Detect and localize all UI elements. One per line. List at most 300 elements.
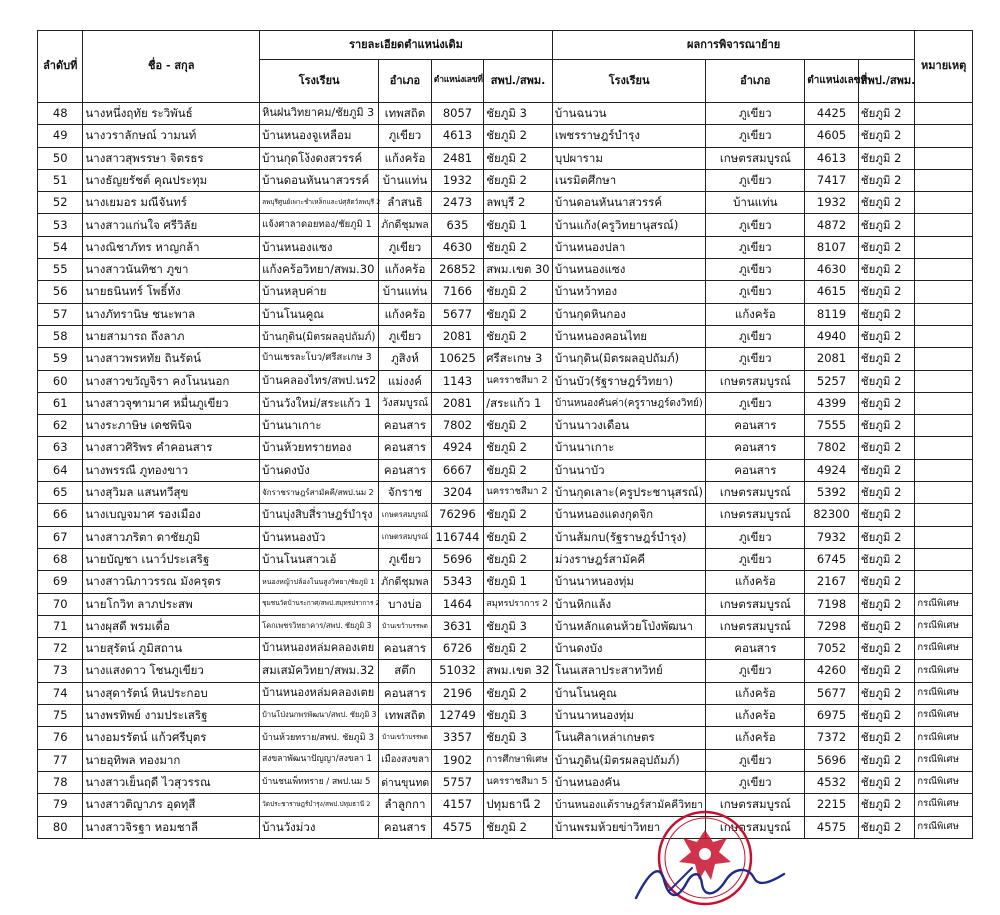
cell-new-area: ชัยภูมิ 2 (858, 794, 915, 816)
cell-new-amphoe: เกษตรสมบูรณ์ (706, 593, 805, 615)
cell-name: นางสาวภริตา ดาชัยภูมิ (83, 526, 260, 548)
cell-remark: กรณีพิเศษ (915, 794, 973, 816)
cell-new-position-no: 5696 (805, 749, 859, 771)
cell-new-area: ชัยภูมิ 2 (858, 214, 915, 236)
cell-no: 56 (38, 281, 83, 303)
cell-new-amphoe: ภูเขียว (706, 548, 805, 570)
cell-new-school: บ้านกุดเลาะ(ครูประชานุสรณ์) (552, 482, 705, 504)
cell-new-school: บ้านกุดหินกอง (552, 303, 705, 325)
header-new-school: โรงเรียน (552, 60, 705, 103)
cell-original-school: บ้านวังม่วง (260, 816, 379, 838)
table-row (38, 816, 973, 838)
table-row (38, 236, 973, 258)
cell-original-area: ชัยภูมิ 2 (484, 526, 553, 548)
cell-name: นางเบญจมาศ รองเมือง (83, 504, 260, 526)
cell-original-area: ชัยภูมิ 2 (484, 437, 553, 459)
cell-new-school: บ้านหนองแต้ราษฎร์สามัคคีวิทยา (552, 794, 705, 816)
cell-new-school: บ้านภูดิน(มิตรผลอุปถัมภ์) (552, 749, 705, 771)
cell-original-school: แก้งคร้อวิทยา/สพม.30 (260, 259, 379, 281)
cell-remark (915, 169, 973, 191)
cell-new-school: บ้านโนนคูณ (552, 682, 705, 704)
cell-new-position-no: 8107 (805, 236, 859, 258)
cell-no: 68 (38, 548, 83, 570)
header-original-group: รายละเอียดตำแหน่งเดิม (260, 31, 553, 60)
header-original-position-no: ตำแหน่งเลขที่ (431, 60, 484, 103)
table-row (38, 147, 973, 169)
cell-new-position-no: 5257 (805, 370, 859, 392)
cell-new-amphoe: ภูเขียว (706, 749, 805, 771)
table-row (38, 771, 973, 793)
cell-new-area: ชัยภูมิ 2 (858, 259, 915, 281)
cell-new-position-no: 7932 (805, 526, 859, 548)
table-row (38, 259, 973, 281)
cell-original-position-no: 26852 (431, 259, 484, 281)
cell-original-position-no: 8057 (431, 103, 484, 125)
cell-new-amphoe: เกษตรสมบูรณ์ (706, 147, 805, 169)
cell-new-amphoe: แก้งคร้อ (706, 727, 805, 749)
cell-no: 76 (38, 727, 83, 749)
cell-new-position-no: 6745 (805, 548, 859, 570)
cell-new-area: ชัยภูมิ 2 (858, 437, 915, 459)
cell-new-area: ชัยภูมิ 2 (858, 615, 915, 637)
cell-original-area: สพม.เขต 32 (484, 660, 553, 682)
cell-name: นางวราลักษณ์ วามนท์ (83, 125, 260, 147)
cell-name: นายธนินทร์ โพธิ์ทัง (83, 281, 260, 303)
cell-new-school: บ้านฉนวน (552, 103, 705, 125)
cell-remark (915, 236, 973, 258)
cell-new-position-no: 4940 (805, 325, 859, 347)
cell-new-area: ชัยภูมิ 2 (858, 638, 915, 660)
cell-remark: กรณีพิเศษ (915, 660, 973, 682)
cell-new-area: ชัยภูมิ 2 (858, 348, 915, 370)
cell-original-area: ปทุมธานี 2 (484, 794, 553, 816)
cell-new-school: บ้านแก้ง(ครูวิทยานุสรณ์) (552, 214, 705, 236)
cell-name: นางสาวสุพรรษา จิตรธร (83, 147, 260, 169)
cell-new-amphoe: ภูเขียว (706, 348, 805, 370)
cell-new-area: ชัยภูมิ 2 (858, 370, 915, 392)
cell-original-position-no: 5757 (431, 771, 484, 793)
cell-original-position-no: 4924 (431, 437, 484, 459)
cell-no: 61 (38, 392, 83, 414)
cell-original-position-no: 5696 (431, 548, 484, 570)
cell-new-school: บ้านหนองปลา (552, 236, 705, 258)
cell-original-position-no: 3357 (431, 727, 484, 749)
cell-original-school: บ้านหนองแซง (260, 236, 379, 258)
cell-name: นางสาวพรหทัย ถินรัตน์ (83, 348, 260, 370)
cell-original-school: บ้านกุดิน(มิตรผลอุปถัมภ์) (260, 325, 379, 347)
cell-no: 48 (38, 103, 83, 125)
table-row (38, 548, 973, 570)
cell-new-area: ชัยภูมิ 2 (858, 816, 915, 838)
cell-new-amphoe: ภูเขียว (706, 103, 805, 125)
table-row (38, 749, 973, 771)
cell-original-amphoe: แก้งคร้อ (379, 147, 432, 169)
cell-no: 80 (38, 816, 83, 838)
cell-new-school: เนรมิตศึกษา (552, 169, 705, 191)
cell-new-school: บุปผาราม (552, 147, 705, 169)
cell-remark (915, 370, 973, 392)
cell-no: 77 (38, 749, 83, 771)
cell-original-position-no: 2473 (431, 192, 484, 214)
cell-new-amphoe: บ้านแท่น (706, 192, 805, 214)
cell-new-amphoe: ภูเขียว (706, 281, 805, 303)
cell-original-area: สพม.เขต 30 (484, 259, 553, 281)
cell-new-amphoe: ภูเขียว (706, 125, 805, 147)
cell-new-school: บ้านหนองคันค่า(ครูราษฎร์ดงวิทย์) (552, 392, 705, 414)
cell-no: 54 (38, 236, 83, 258)
table-row (38, 660, 973, 682)
cell-new-amphoe: ภูเขียว (706, 526, 805, 548)
cell-original-school: บ้านห้วยทราย/สพป. ชัยภูมิ 3 (260, 727, 379, 749)
table-row (38, 325, 973, 347)
cell-name: นายอุทิพล ทองมาก (83, 749, 260, 771)
cell-original-area: นครราชสีมา 5 (484, 771, 553, 793)
cell-original-position-no: 116744 (431, 526, 484, 548)
cell-remark: กรณีพิเศษ (915, 615, 973, 637)
cell-original-amphoe: เทพสถิต (379, 103, 432, 125)
header-new-position-no: ตำแหน่งเลขที่ (805, 60, 859, 103)
cell-original-area: ชัยภูมิ 1 (484, 214, 553, 236)
cell-original-amphoe: ภูเขียว (379, 125, 432, 147)
cell-new-position-no: 5392 (805, 482, 859, 504)
cell-new-area: ชัยภูมิ 2 (858, 482, 915, 504)
cell-remark (915, 348, 973, 370)
cell-new-school: บ้านหว้าทอง (552, 281, 705, 303)
cell-original-amphoe: เมืองสงขลา (379, 749, 432, 771)
cell-original-position-no: 1143 (431, 370, 484, 392)
cell-new-area: ชัยภูมิ 2 (858, 281, 915, 303)
cell-name: นางอมรรัตน์ แก้วศรีบุตร (83, 727, 260, 749)
cell-new-school: บ้านนาบัว (552, 459, 705, 481)
handwritten-signature (630, 850, 790, 910)
table-row (38, 303, 973, 325)
cell-no: 59 (38, 348, 83, 370)
cell-no: 63 (38, 437, 83, 459)
table-row (38, 169, 973, 191)
cell-original-area: ชัยภูมิ 2 (484, 415, 553, 437)
cell-new-amphoe: เกษตรสมบูรณ์ (706, 504, 805, 526)
cell-name: นางระภาษิษ เดชพินิจ (83, 415, 260, 437)
cell-original-position-no: 1902 (431, 749, 484, 771)
cell-original-position-no: 3204 (431, 482, 484, 504)
cell-no: 49 (38, 125, 83, 147)
cell-no: 66 (38, 504, 83, 526)
cell-original-position-no: 4630 (431, 236, 484, 258)
cell-original-area: ชัยภูมิ 2 (484, 504, 553, 526)
cell-original-position-no: 7802 (431, 415, 484, 437)
cell-original-amphoe: จักราช (379, 482, 432, 504)
cell-name: นางเยมอร มณีจันทร์ (83, 192, 260, 214)
table-row (38, 348, 973, 370)
cell-new-position-no: 4605 (805, 125, 859, 147)
cell-original-school: บ้านชนเพ็ททราย / สพป.นม 5 (260, 771, 379, 793)
cell-original-amphoe: คอนสาร (379, 816, 432, 838)
cell-new-area: ชัยภูมิ 2 (858, 325, 915, 347)
cell-new-school: บ้านหนองคัน (552, 771, 705, 793)
cell-new-area: ชัยภูมิ 2 (858, 705, 915, 727)
cell-original-area: ศรีสะเกษ 3 (484, 348, 553, 370)
cell-new-amphoe: คอนสาร (706, 459, 805, 481)
cell-original-amphoe: ด่านขุนทด (379, 771, 432, 793)
cell-name: นางสุดารัตน์ หินประกอบ (83, 682, 260, 704)
cell-original-area: ชัยภูมิ 1 (484, 571, 553, 593)
cell-name: นางผุสดี พรมเดื่อ (83, 615, 260, 637)
cell-original-position-no: 4157 (431, 794, 484, 816)
cell-original-school: บ้านนาเกาะ (260, 415, 379, 437)
cell-original-school: วัดประชาราษฎร์บำรุง/สพป.ปทุมธานี 2 (260, 794, 379, 816)
cell-original-area: ชัยภูมิ 2 (484, 169, 553, 191)
cell-no: 57 (38, 303, 83, 325)
cell-no: 62 (38, 415, 83, 437)
cell-remark: กรณีพิเศษ (915, 749, 973, 771)
cell-new-school: โนนศิลาเหล่าเกษตร (552, 727, 705, 749)
cell-original-school: บ้านโนนคูณ (260, 303, 379, 325)
cell-new-amphoe: คอนสาร (706, 415, 805, 437)
cell-original-amphoe: คอนสาร (379, 437, 432, 459)
cell-name: นายสุรัตน์ ภูมิสถาน (83, 638, 260, 660)
cell-no: 64 (38, 459, 83, 481)
cell-new-amphoe: แก้งคร้อ (706, 303, 805, 325)
cell-no: 73 (38, 660, 83, 682)
cell-new-amphoe: เกษตรสมบูรณ์ (706, 794, 805, 816)
cell-original-position-no: 2196 (431, 682, 484, 704)
cell-new-area: ชัยภูมิ 2 (858, 147, 915, 169)
header-original-area: สพป./สพม. (484, 60, 553, 103)
cell-name: นางสาวจุฑามาศ หมื่นภูเขียว (83, 392, 260, 414)
cell-name: นางสุวิมล แสนทวีสุข (83, 482, 260, 504)
cell-new-position-no: 1932 (805, 192, 859, 214)
table-row (38, 571, 973, 593)
cell-new-school: บ้านกุดิน(มิตรผลอุปถัมภ์) (552, 348, 705, 370)
cell-new-school: บ้านนาหนองทุ่ม (552, 705, 705, 727)
cell-new-position-no: 7802 (805, 437, 859, 459)
cell-original-position-no: 5677 (431, 303, 484, 325)
cell-original-area: ชัยภูมิ 2 (484, 548, 553, 570)
cell-remark: กรณีพิเศษ (915, 705, 973, 727)
cell-new-position-no: 82300 (805, 504, 859, 526)
cell-remark (915, 325, 973, 347)
cell-name: นางสาวนิภาวรรณ มังครุตร (83, 571, 260, 593)
cell-original-position-no: 2481 (431, 147, 484, 169)
cell-new-position-no: 2167 (805, 571, 859, 593)
cell-new-amphoe: ภูเขียว (706, 771, 805, 793)
cell-remark (915, 392, 973, 414)
cell-new-area: ชัยภูมิ 2 (858, 771, 915, 793)
cell-new-school: บ้านนาหนองทุ่ม (552, 571, 705, 593)
table-row (38, 415, 973, 437)
table-row (38, 794, 973, 816)
cell-original-school: บ้านโนนสาวเอ้ (260, 548, 379, 570)
cell-original-position-no: 5343 (431, 571, 484, 593)
cell-new-position-no: 7052 (805, 638, 859, 660)
cell-name: นายโกวิท ลาภประสพ (83, 593, 260, 615)
cell-remark: กรณีพิเศษ (915, 638, 973, 660)
table-row (38, 727, 973, 749)
header-remark: หมายเหตุ (915, 31, 973, 103)
cell-no: 65 (38, 482, 83, 504)
cell-original-school: บ้านวังใหม่/สระแก้ว 1 (260, 392, 379, 414)
cell-no: 74 (38, 682, 83, 704)
cell-original-position-no: 7166 (431, 281, 484, 303)
cell-remark (915, 526, 973, 548)
table-row (38, 682, 973, 704)
cell-new-school: บ้านบัว(รัฐราษฎร์วิทยา) (552, 370, 705, 392)
cell-new-position-no: 4575 (805, 816, 859, 838)
cell-no: 67 (38, 526, 83, 548)
table-row (38, 192, 973, 214)
cell-name: นางสาวติญาภร อุดทุสี (83, 794, 260, 816)
cell-original-area: ลพบุรี 2 (484, 192, 553, 214)
cell-original-area: นครราชสีมา 2 (484, 482, 553, 504)
cell-new-amphoe: เกษตรสมบูรณ์ (706, 370, 805, 392)
table-row (38, 103, 973, 125)
cell-new-area: ชัยภูมิ 2 (858, 526, 915, 548)
cell-new-school: บ้านหลักแดนห้วยโป่งพัฒนา (552, 615, 705, 637)
cell-new-position-no: 4260 (805, 660, 859, 682)
cell-new-area: ชัยภูมิ 2 (858, 103, 915, 125)
cell-new-area: ชัยภูมิ 2 (858, 749, 915, 771)
cell-no: 51 (38, 169, 83, 191)
cell-new-amphoe: เกษตรสมบูรณ์ (706, 615, 805, 637)
cell-original-amphoe: ภูเขียว (379, 236, 432, 258)
cell-new-school: ม่วงราษฎร์สามัคคี (552, 548, 705, 570)
cell-new-position-no: 7372 (805, 727, 859, 749)
cell-original-amphoe: ภักดีชุมพล (379, 214, 432, 236)
cell-original-school: แจ้งศาลาดอยทอง/ชัยภูมิ 1 (260, 214, 379, 236)
cell-remark (915, 214, 973, 236)
cell-original-area: ชัยภูมิ 2 (484, 281, 553, 303)
cell-new-position-no: 4613 (805, 147, 859, 169)
cell-remark (915, 437, 973, 459)
cell-remark: กรณีพิเศษ (915, 593, 973, 615)
cell-original-area: ชัยภูมิ 2 (484, 147, 553, 169)
cell-remark (915, 415, 973, 437)
cell-original-position-no: 76296 (431, 504, 484, 526)
cell-original-position-no: 4613 (431, 125, 484, 147)
cell-name: นางสาวจิรฐา หอมชาลี (83, 816, 260, 838)
cell-no: 70 (38, 593, 83, 615)
cell-name: นางธัญยรัชต์ คุณประทุม (83, 169, 260, 191)
cell-new-school: บ้านพรมห้วยข่าวิทยา (552, 816, 705, 838)
cell-new-school: บ้านนาเกาะ (552, 437, 705, 459)
cell-original-school: บ้านดงบัง (260, 459, 379, 481)
cell-remark (915, 504, 973, 526)
cell-original-area: ชัยภูมิ 2 (484, 682, 553, 704)
cell-new-position-no: 4425 (805, 103, 859, 125)
cell-original-school: บ้านกุดโง้งดงสวรรค์ (260, 147, 379, 169)
cell-new-school: บ้านดอนหันนาสวรรค์ (552, 192, 705, 214)
cell-original-amphoe: ภูเขียว (379, 548, 432, 570)
cell-no: 55 (38, 259, 83, 281)
cell-new-position-no: 2215 (805, 794, 859, 816)
cell-original-area: ชัยภูมิ 3 (484, 705, 553, 727)
cell-original-amphoe: บ้านเขว้าบรรพต (379, 727, 432, 749)
cell-new-school: บ้านหนองแซง (552, 259, 705, 281)
cell-new-school: บ้านหิกแล้ง (552, 593, 705, 615)
cell-original-position-no: 1464 (431, 593, 484, 615)
cell-original-school: บ้านดอนหันนาสวรรค์ (260, 169, 379, 191)
cell-remark (915, 192, 973, 214)
cell-new-school: เพชรราษฎร์บำรุง (552, 125, 705, 147)
cell-new-area: ชัยภูมิ 2 (858, 459, 915, 481)
cell-original-area: ชัยภูมิ 2 (484, 459, 553, 481)
cell-original-amphoe: แม่งงค์ (379, 370, 432, 392)
table-row (38, 638, 973, 660)
cell-new-area: ชัยภูมิ 2 (858, 660, 915, 682)
cell-remark (915, 281, 973, 303)
cell-new-position-no: 7417 (805, 169, 859, 191)
cell-original-area: /สระแก้ว 1 (484, 392, 553, 414)
cell-new-amphoe: เกษตรสมบูรณ์ (706, 482, 805, 504)
cell-original-amphoe: ลำสนธิ (379, 192, 432, 214)
cell-new-amphoe: ภูเขียว (706, 259, 805, 281)
cell-original-amphoe: คอนสาร (379, 638, 432, 660)
cell-new-amphoe: ภูเขียว (706, 169, 805, 191)
cell-original-area: สมุทรปราการ 2 (484, 593, 553, 615)
cell-original-amphoe: บางบ่อ (379, 593, 432, 615)
cell-original-school: บ้านหนองบัว (260, 526, 379, 548)
cell-name: นางพรทิพย์ งามประเสริฐ (83, 705, 260, 727)
header-no: ลำดับที่ (38, 31, 83, 103)
cell-name: นางแสงดาว โชนภูเขียว (83, 660, 260, 682)
cell-original-position-no: 6667 (431, 459, 484, 481)
table-row (38, 370, 973, 392)
cell-no: 78 (38, 771, 83, 793)
cell-new-amphoe: แก้งคร้อ (706, 682, 805, 704)
cell-original-amphoe: บ้านแท่น (379, 169, 432, 191)
table-row (38, 214, 973, 236)
cell-no: 50 (38, 147, 83, 169)
cell-original-school: บ้านห้วยทรายทอง (260, 437, 379, 459)
cell-new-area: ชัยภูมิ 2 (858, 593, 915, 615)
cell-original-position-no: 2081 (431, 325, 484, 347)
table-row (38, 504, 973, 526)
cell-new-area: ชัยภูมิ 2 (858, 303, 915, 325)
cell-name: นางภัทรานิษ ชนะพาล (83, 303, 260, 325)
cell-remark (915, 548, 973, 570)
cell-original-amphoe: บ้านเขว้าบรรพต (379, 615, 432, 637)
cell-original-position-no: 4575 (431, 816, 484, 838)
cell-new-position-no: 7298 (805, 615, 859, 637)
table-row (38, 392, 973, 414)
cell-remark (915, 459, 973, 481)
cell-original-amphoe: แก้งคร้อ (379, 259, 432, 281)
cell-new-school: บ้านหนองคอนไทย (552, 325, 705, 347)
cell-original-amphoe: เทพสถิต (379, 705, 432, 727)
cell-name: นางสาวเย็นฤดี ไวสุวรรณ (83, 771, 260, 793)
cell-original-amphoe: เกษตรสมบูรณ์ (379, 526, 432, 548)
cell-name: นางสาวขวัญจิรา คงโนนนอก (83, 370, 260, 392)
cell-new-position-no: 2081 (805, 348, 859, 370)
cell-original-school: จักราชราษฎร์สามัคคี/สพป.นม 2 (260, 482, 379, 504)
cell-remark (915, 125, 973, 147)
table-row (38, 125, 973, 147)
cell-new-amphoe: ภูเขียว (706, 392, 805, 414)
cell-remark: กรณีพิเศษ (915, 816, 973, 838)
cell-original-school: สงขลาพัฒนาปัญญา/สงขลา 1 (260, 749, 379, 771)
cell-original-amphoe: สตึก (379, 660, 432, 682)
cell-original-area: ชัยภูมิ 2 (484, 325, 553, 347)
cell-remark (915, 482, 973, 504)
cell-new-amphoe: แก้งคร้อ (706, 571, 805, 593)
cell-no: 79 (38, 794, 83, 816)
header-name: ชื่อ - สกุล (83, 31, 260, 103)
cell-original-school: หินฝนวิทยาคม/ชัยภูมิ 3 (260, 103, 379, 125)
cell-new-position-no: 4630 (805, 259, 859, 281)
cell-original-school: ลพบุรีศูนย์เพาะชำเหล็กและปศุสัตว์ลพบุรี 2 (260, 192, 379, 214)
cell-remark (915, 147, 973, 169)
cell-no: 75 (38, 705, 83, 727)
